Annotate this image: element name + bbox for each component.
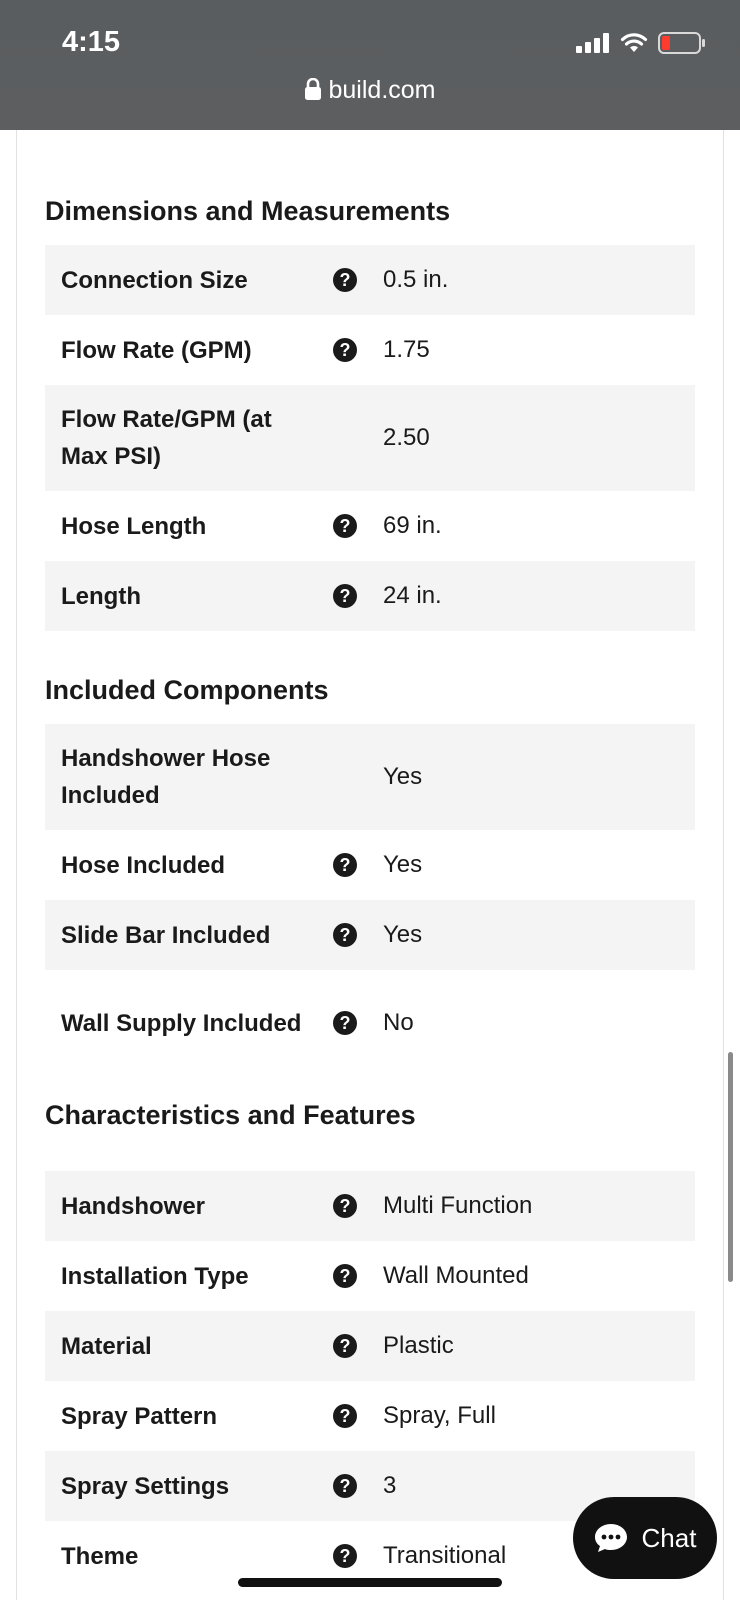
- help-button[interactable]: [323, 1311, 367, 1381]
- help-icon: ?: [333, 1334, 357, 1358]
- section-title-included: Included Components: [45, 675, 329, 705]
- chat-label: Chat: [641, 1522, 697, 1553]
- spec-value: 24 in.: [383, 582, 442, 609]
- spec-row: [45, 491, 695, 561]
- spec-name: Spray Pattern: [61, 1402, 218, 1430]
- spec-row: [45, 385, 695, 491]
- help-icon: ?: [333, 1194, 357, 1218]
- cellular-signal-icon: [576, 33, 610, 53]
- spec-name: Theme: [61, 1542, 139, 1570]
- help-icon: ?: [333, 1404, 357, 1428]
- spec-value: 1.75: [383, 336, 430, 363]
- help-icon: ?: [333, 584, 357, 608]
- help-icon: ?: [333, 1011, 357, 1035]
- spec-value: 69 in.: [383, 512, 442, 539]
- help-icon: ?: [333, 1474, 357, 1498]
- wifi-icon: [620, 33, 648, 53]
- help-spacer: [323, 742, 367, 812]
- help-button[interactable]: [323, 1241, 367, 1311]
- status-time: 4:15: [62, 26, 121, 58]
- spec-name: Flow Rate (GPM): [61, 336, 252, 364]
- spec-name: Handshower Hose Included: [61, 745, 271, 809]
- spec-name: Length: [61, 582, 141, 610]
- spec-name: Handshower: [61, 1192, 206, 1220]
- help-button[interactable]: [323, 491, 367, 561]
- spec-name: Wall Supply Included: [61, 1009, 302, 1037]
- spec-name: Hose Length: [61, 512, 207, 540]
- help-button[interactable]: [323, 245, 367, 315]
- help-spacer: [323, 403, 367, 473]
- spec-value: Yes: [383, 851, 423, 878]
- help-button[interactable]: [323, 900, 367, 970]
- spec-name: Material: [61, 1332, 152, 1360]
- spec-name: Connection Size: [61, 266, 248, 294]
- section-title-dimensions: Dimensions and Measurements: [45, 196, 451, 226]
- help-icon: ?: [333, 853, 357, 877]
- help-button[interactable]: [323, 1171, 367, 1241]
- spec-name: Slide Bar Included: [61, 921, 271, 949]
- help-button[interactable]: [323, 561, 367, 631]
- help-button[interactable]: [323, 315, 367, 385]
- spec-row: [45, 830, 695, 900]
- spec-value: Plastic: [383, 1332, 454, 1359]
- help-button[interactable]: [323, 1451, 367, 1521]
- help-icon: ?: [333, 1264, 357, 1288]
- help-button[interactable]: [323, 988, 367, 1058]
- spec-name: Spray Settings: [61, 1472, 230, 1500]
- spec-value: Yes: [383, 763, 423, 790]
- help-icon: ?: [333, 923, 357, 947]
- spec-value: Transitional: [383, 1542, 507, 1569]
- chat-button[interactable]: [573, 1497, 717, 1579]
- spec-row: [45, 1381, 695, 1451]
- help-icon: ?: [333, 268, 357, 292]
- spec-row: [45, 900, 695, 970]
- spec-row: [45, 561, 695, 631]
- spec-row: [45, 315, 695, 385]
- spec-row: [45, 724, 695, 830]
- help-icon: ?: [333, 1544, 357, 1568]
- spec-row: [45, 1311, 695, 1381]
- battery-icon: [658, 32, 706, 54]
- spec-value: Multi Function: [383, 1192, 533, 1219]
- browser-status-bar: [0, 0, 740, 130]
- spec-row: [45, 970, 695, 1076]
- status-icons: [576, 32, 706, 54]
- spec-row: [45, 1171, 695, 1241]
- spec-name: Hose Included: [61, 851, 226, 879]
- help-icon: ?: [333, 514, 357, 538]
- spec-value: 0.5 in.: [383, 266, 449, 293]
- spec-value: 2.50: [383, 424, 430, 451]
- spec-name: Flow Rate/GPM (at Max PSI): [61, 406, 272, 470]
- address-bar[interactable]: [0, 76, 740, 105]
- home-indicator[interactable]: [238, 1578, 502, 1587]
- spec-value: No: [383, 1009, 414, 1036]
- chat-bubble-icon: [594, 1523, 628, 1553]
- lock-icon: [305, 78, 321, 100]
- help-icon: ?: [333, 338, 357, 362]
- url-text: build.com: [328, 76, 436, 104]
- spec-value: Wall Mounted: [383, 1262, 529, 1289]
- section-title-characteristics: Characteristics and Features: [45, 1100, 416, 1130]
- spec-row: [45, 245, 695, 315]
- help-button[interactable]: [323, 1381, 367, 1451]
- spec-value: 3: [383, 1472, 397, 1499]
- scrollbar[interactable]: [728, 1052, 733, 1282]
- spec-name: Installation Type: [61, 1262, 249, 1290]
- spec-table-included: [45, 724, 695, 1076]
- spec-value: Spray, Full: [383, 1402, 496, 1429]
- spec-value: Yes: [383, 921, 423, 948]
- spec-row: [45, 1241, 695, 1311]
- spec-table-dimensions: [45, 245, 695, 631]
- help-button[interactable]: [323, 830, 367, 900]
